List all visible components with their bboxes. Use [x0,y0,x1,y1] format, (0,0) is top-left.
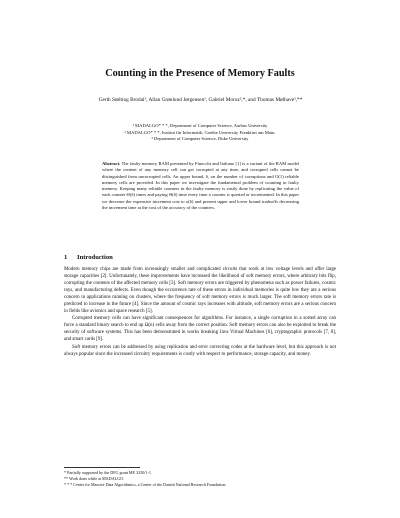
section-title: Introduction [77,254,113,261]
section-number: 1 [64,254,68,261]
paragraph: Corrupted memory cells can have significant consequences for algorithms. For instance, a single corruption in a sorted array can force a standard binary search to end up Ω(n) cells away from the correct position. Soft memory errors can also be exploited to break the security of software systems. This has been demonstrated in works breaking Java Virtual Machines [6], cryptographic protocols [7, 8], and smart cards [9]. [64,316,336,343]
affiliation-3: ³ Department of Computer Science, Duke University [151,136,249,142]
footnote-3: * * * Center for Massive Data Algorithmics, a Center of the Danish National Research Foundation. [64,482,227,487]
abstract [102,161,299,211]
footnote-rule [64,467,140,468]
paragraph: Modern memory chips are made from increasingly smaller and complicated circuits that work at low voltage levels and offer large storage capacities [2]. Unfortunately, these improvements have increased the likelihood of soft memory errors, where arbitrary bits flip, corrupting the contents of the affected memory cells [3]. Soft memory errors are triggered by phenomena such as power failures, cosmic rays, and manufacturing defects. Even though the occurrence rate of these errors in individual memories is quite low they are a serious concern in applications running on clusters, where the frequency of soft memory errors is much larger. The soft memory errors rate is predicted to increase in the future [4]. Since the amount of cosmic rays increases with altitude, soft memory errors are a serious concern in fields like avionics and space research [5]. [64,267,336,315]
paper-title: Counting in the Presence of Memory Faults [105,68,295,79]
abstract-text: The faulty memory RAM presented by Finocchi and Italiano [1] is a variant of the RAM model where the content of any memory cell can get corrupted at any time, and corrupted cells cannot be distinguished from uncorrupted cells. An upper bound, δ, on the number of corruptions and O(1) reliable memory cells are provided. In this paper we investigate the fundamental problem of counting in faulty memory. Keeping many reliable counters in the faulty memory is easily done by replicating the value of each counter Θ(δ) times and paying Θ(δ) time every time a counter is queried or incremented. In this paper we decrease the expensive increment cost to o(δ) and present upper and lower bound tradeoffs decreasing the increment time at the cost of the accuracy of the counters. [102,161,299,210]
section-heading [64,254,113,261]
section-body [64,266,336,358]
affiliations [82,123,318,143]
paragraph: Soft memory errors can be addressed by using replication and error correcting codes at the hardware level, but this approach is not always popular since the increased circuitry requirements is costly with respect to performance, storage capacity, and money. [64,344,336,357]
affiliation-2: ² MADALGO* * *, Institut für Informatik, Goethe University Frankfurt am Main. [124,129,276,135]
affiliation-1: ¹ MADALGO* * *, Department of Computer Science, Aarhus University [132,123,268,128]
footnote-1: * Partially supported by the DFG grant ME 3250/1-1. [64,470,152,475]
author-list: Gerth Stølting Brodal¹, Allan Grønlund Jørgensen¹, Gabriel Moruz²,*, and Thomas Mølhave³,** [98,97,303,103]
abstract-label: Abstract. [102,161,121,166]
footnotes [64,470,336,488]
footnote-2: ** Work done while at MADALGO. [64,476,125,481]
